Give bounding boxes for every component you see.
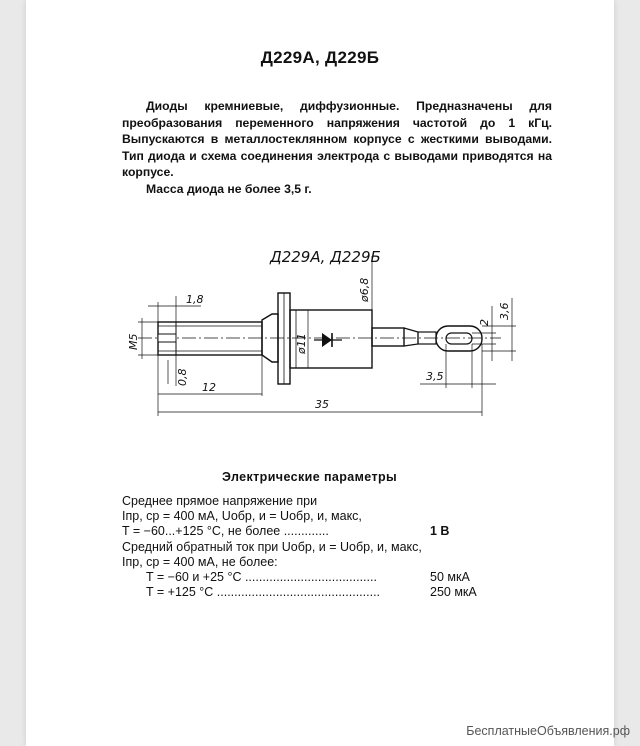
description-paragraph: Диоды кремниевые, диффузионные. Предназначены для преобразования переменного напряжения частотой до 1 кГц. Выпускаются в металлостеклянном корпусе с жесткими выводами. Тип диода и схема соединения электрода с выводами приводятся на корпусе.	[122, 99, 552, 180]
param-line: T = +125 °С ...............................................	[146, 585, 381, 599]
lug-hole	[446, 333, 472, 344]
param-value: 50 мкА	[430, 570, 470, 584]
dim-2: 2	[478, 319, 491, 326]
page-title: Д229А, Д229Б	[260, 48, 380, 67]
terminal-lug	[436, 326, 482, 351]
description	[122, 98, 552, 198]
dim-3-5: 3,5	[426, 370, 444, 383]
param-line: Средний обратный ток при Uобр, и = Uобр, и, макс,	[122, 540, 422, 554]
param-line: Среднее прямое напряжение при	[122, 494, 318, 508]
params-heading: Электрические параметры	[222, 470, 398, 484]
param-value: 250 мкА	[430, 585, 477, 599]
dim-d11: ø11	[295, 333, 308, 354]
document-page	[26, 0, 614, 746]
diode-drawing	[26, 236, 614, 436]
mass-paragraph: Масса диода не более 3,5 г.	[146, 181, 312, 196]
param-line: T = −60 и +25 °С ......................................	[146, 570, 377, 584]
dim-d6-8: ø6,8	[358, 277, 371, 302]
drawing-title: Д229А, Д229Б	[270, 248, 381, 266]
dim-35: 35	[315, 398, 329, 411]
diode-symbol-icon	[314, 333, 342, 347]
param-line: Iпр, ср = 400 мА, не более:	[122, 555, 278, 569]
dim-3-6: 3,6	[498, 302, 511, 320]
param-value: 1 В	[430, 524, 450, 538]
site-watermark: БесплатныеОбъявления.рф	[466, 724, 630, 738]
param-line: T = −60...+125 °С, не более .............	[122, 524, 329, 538]
param-line: Iпр, ср = 400 мА, Uобр, и = Uобр, и, макс,	[122, 509, 362, 523]
terminal-tube	[372, 328, 404, 346]
dim-m5: M5	[127, 333, 140, 350]
dim-12: 12	[202, 381, 216, 394]
dim-0-8: 0,8	[176, 368, 189, 386]
dim-1-8: 1,8	[186, 293, 204, 306]
